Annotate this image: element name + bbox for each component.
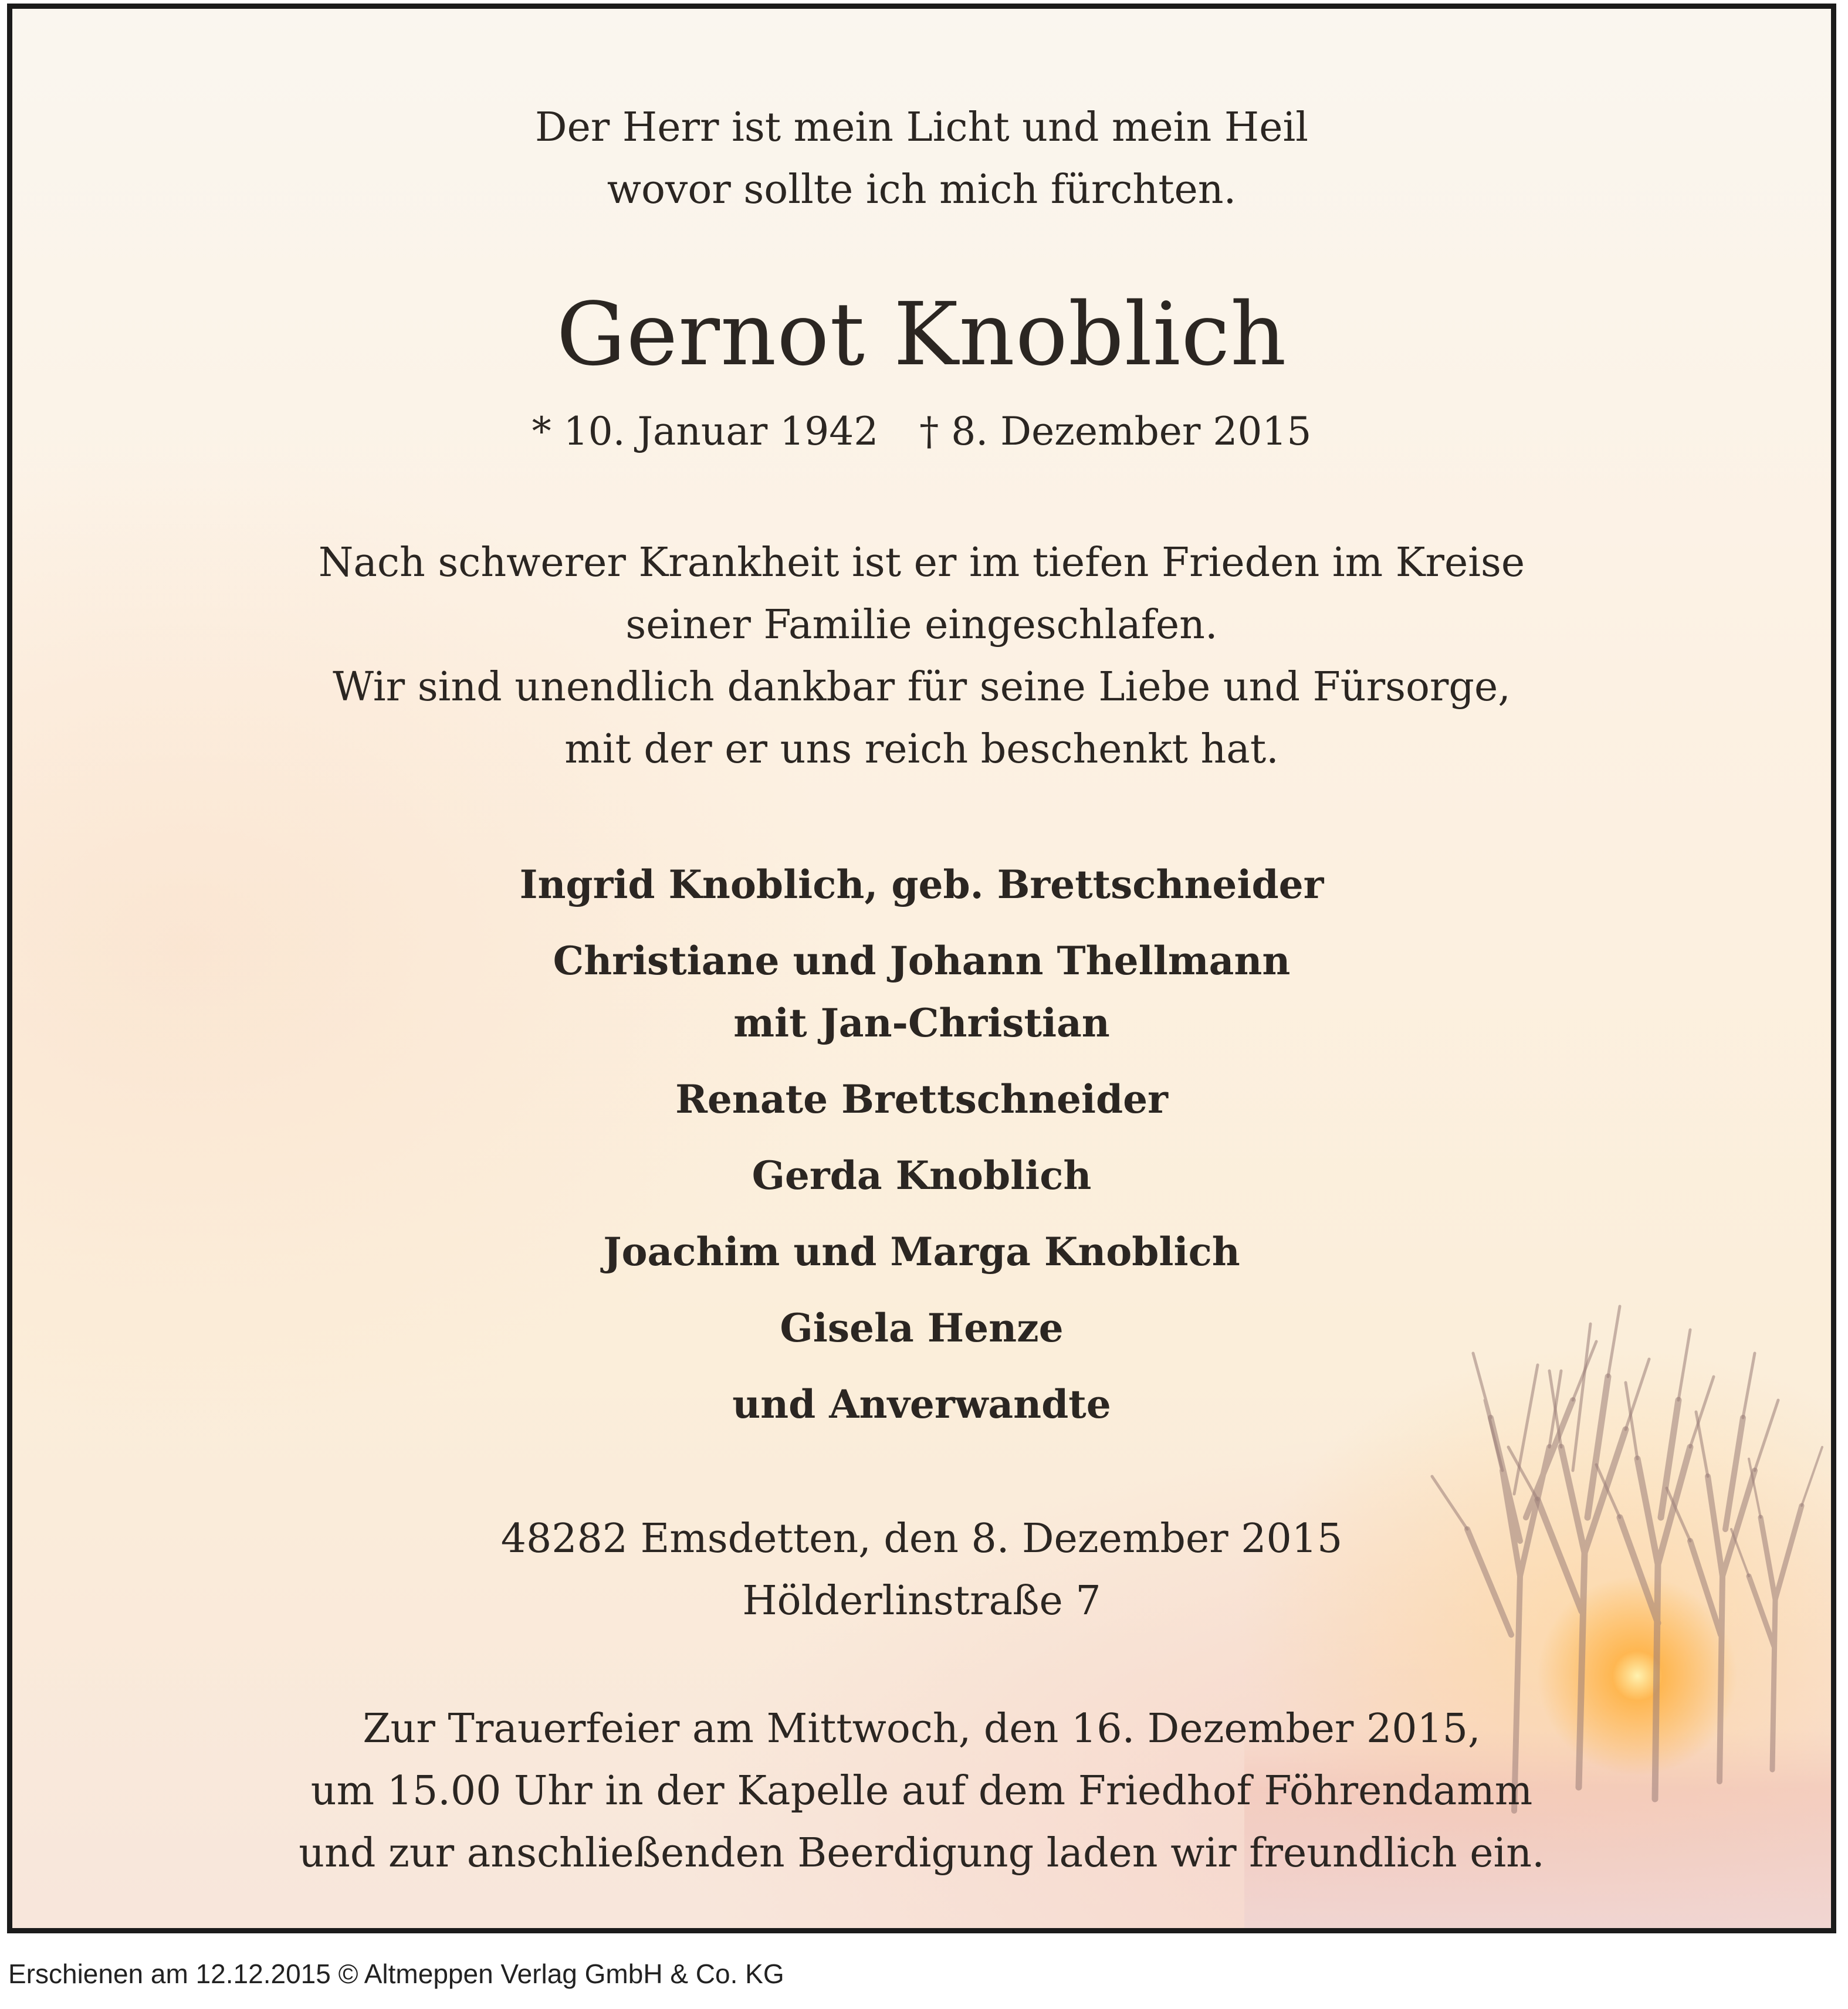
- publication-footer: Erschienen am 12.12.2015 © Altmeppen Verlag GmbH & Co. KG: [8, 1959, 784, 1989]
- street-address: Hölderlinstraße 7: [742, 1578, 1101, 1624]
- mourner-name: Joachim und Marga Knoblich: [603, 1229, 1240, 1275]
- verse-line: Der Herr ist mein Licht und mein Heil: [535, 104, 1308, 151]
- deceased-name: Gernot Knoblich: [556, 284, 1287, 385]
- mourner-entry: [12, 1068, 1831, 1130]
- mourner-name: Christiane und Johann Thellmann: [553, 938, 1291, 984]
- ceremony-line: Zur Trauerfeier am Mittwoch, den 16. Dezember 2015,: [363, 1706, 1481, 1752]
- bible-verse: [12, 97, 1831, 221]
- mourners-list: [12, 853, 1831, 1449]
- mourner-entry: [12, 1144, 1831, 1207]
- mourner-name: und Anverwandte: [732, 1381, 1111, 1427]
- message-line: mit der er uns reich beschenkt hat.: [564, 726, 1279, 773]
- death-date: † 8. Dezember 2015: [919, 409, 1312, 454]
- verse-line: wovor sollte ich mich fürchten.: [607, 167, 1237, 213]
- mourner-name: Gerda Knoblich: [752, 1153, 1092, 1198]
- ceremony-line: um 15.00 Uhr in der Kapelle auf dem Friedhof Föhrendamm: [310, 1768, 1533, 1814]
- ceremony-line: und zur anschließenden Beerdigung laden wir freundlich ein.: [299, 1830, 1545, 1876]
- mourner-entry: [12, 1373, 1831, 1435]
- place-date: 48282 Emsdetten, den 8. Dezember 2015: [500, 1516, 1343, 1562]
- birth-date: * 10. Januar 1942: [532, 409, 879, 454]
- message-line: Wir sind unendlich dankbar für seine Liebe und Fürsorge,: [333, 664, 1511, 710]
- life-dates: [12, 405, 1831, 458]
- mourner-name: mit Jan-Christian: [733, 1000, 1110, 1046]
- obituary-message: [12, 532, 1831, 781]
- mourner-entry: [12, 930, 1831, 1054]
- mourner-name: Renate Brettschneider: [675, 1076, 1168, 1122]
- mourner-name: Gisela Henze: [780, 1305, 1064, 1351]
- message-line: seiner Familie eingeschlafen.: [625, 602, 1218, 648]
- mourner-entry: [12, 1221, 1831, 1283]
- mourner-name: Ingrid Knoblich, geb. Brettschneider: [519, 862, 1324, 907]
- obituary-card: [7, 4, 1836, 1933]
- message-line: Nach schwerer Krankheit ist er im tiefen Frieden im Kreise: [318, 540, 1525, 586]
- place-and-address: [12, 1508, 1831, 1632]
- mourner-entry: [12, 1297, 1831, 1359]
- funeral-invitation: [12, 1698, 1831, 1885]
- mourner-entry: [12, 853, 1831, 916]
